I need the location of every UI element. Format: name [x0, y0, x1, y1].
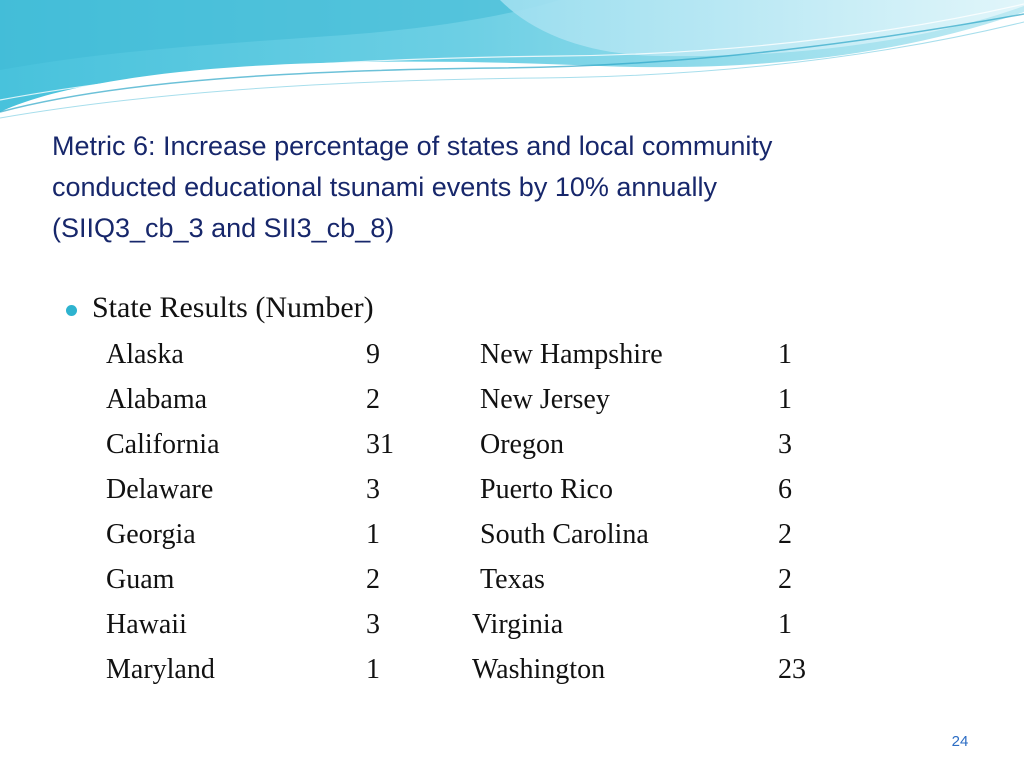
table-cell-state: Washington: [472, 654, 606, 685]
table-cell-count: 1: [366, 654, 380, 685]
title-line: (SIIQ3_cb_3 and SII3_cb_8): [52, 213, 395, 243]
bullet-dot-icon: [66, 305, 77, 316]
table-cell-state: Georgia: [106, 519, 196, 550]
wave-header-decoration: [0, 0, 1024, 130]
table-cell-state: Alabama: [106, 384, 208, 415]
table-cell-state: California: [106, 429, 220, 460]
table-cell-count: 1: [778, 339, 792, 370]
table-cell-count: 2: [366, 564, 380, 595]
table-cell-count: 1: [778, 609, 792, 640]
table-cell-count: 2: [778, 564, 792, 595]
table-cell-state: Maryland: [106, 654, 215, 685]
table-cell-count: 1: [366, 519, 380, 550]
table-cell-state: Guam: [106, 564, 175, 595]
table-cell-state: Oregon: [480, 429, 564, 460]
table-cell-count: 9: [366, 339, 380, 370]
table-cell-state: Delaware: [106, 474, 214, 505]
table-cell-count: 31: [366, 429, 394, 460]
table-cell-state: Puerto Rico: [480, 474, 613, 505]
table-cell-state: Texas: [480, 564, 545, 595]
table-cell-count: 2: [778, 519, 792, 550]
table-cell-count: 2: [366, 384, 380, 415]
table-cell-count: 23: [778, 654, 806, 685]
table-cell-count: 6: [778, 474, 792, 505]
title-line: conducted educational tsunami events by 10% annually: [52, 172, 717, 202]
table-cell-state: Alaska: [106, 339, 184, 370]
table-cell-count: 3: [366, 609, 380, 640]
table-cell-state: South Carolina: [480, 519, 649, 550]
table-cell-count: 3: [778, 429, 792, 460]
table-cell-state: Hawaii: [106, 609, 187, 640]
slide-title: [52, 126, 972, 249]
title-line: Metric 6: Increase percentage of states and local community: [52, 131, 773, 161]
table-cell-state: Virginia: [472, 609, 564, 640]
table-cell-state: New Jersey: [480, 384, 610, 415]
page-number: 24: [951, 733, 969, 750]
table-cell-count: 1: [778, 384, 792, 415]
table-cell-count: 3: [366, 474, 380, 505]
bullet-label: State Results (Number): [92, 291, 374, 324]
table-cell-state: New Hampshire: [480, 339, 663, 370]
